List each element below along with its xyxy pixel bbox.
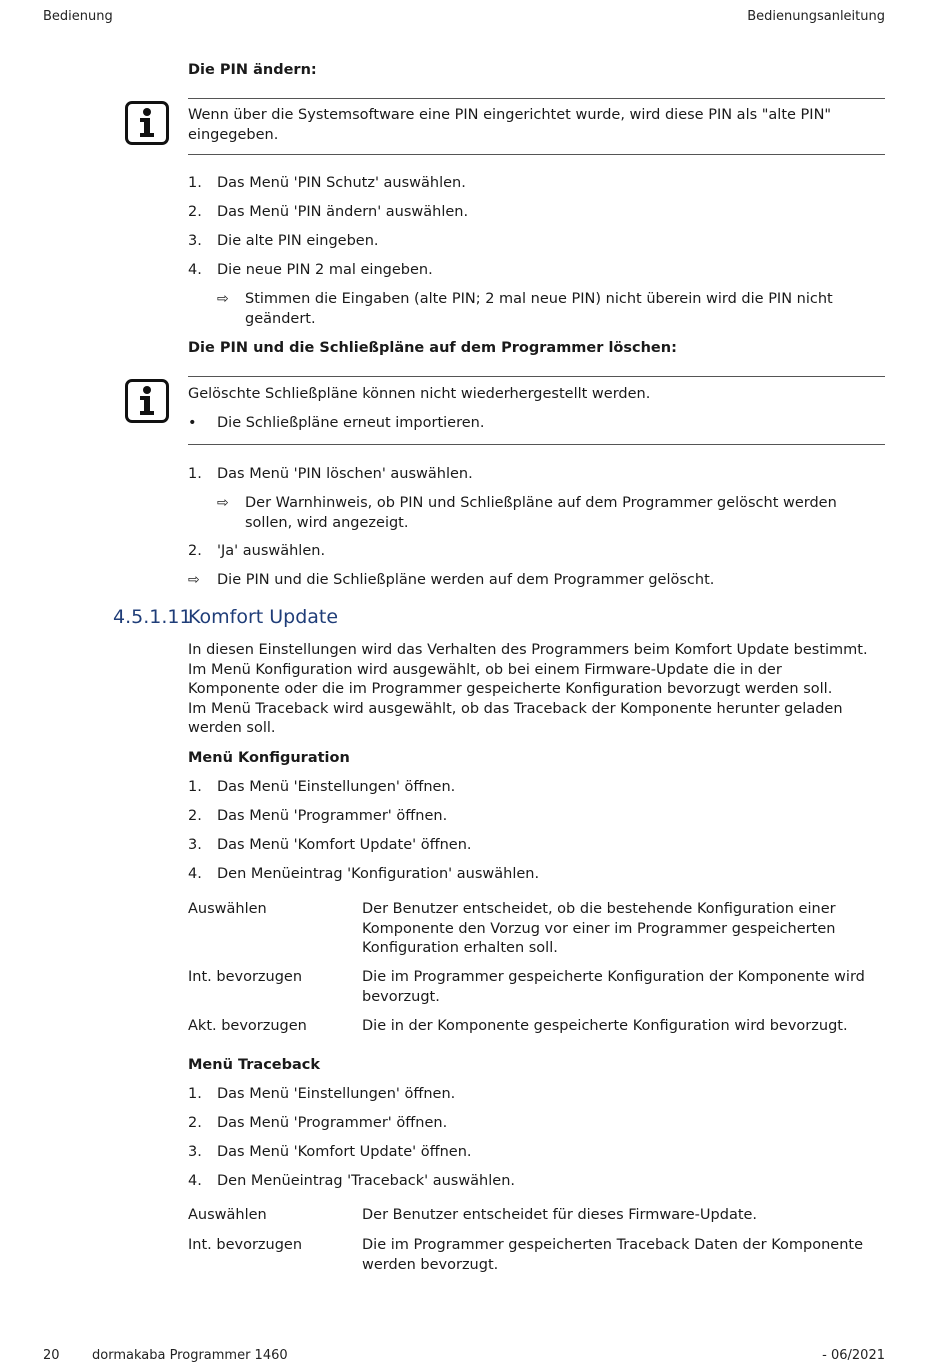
step-text: Das Menü 'Einstellungen' öffnen.: [217, 1086, 456, 1102]
step-text: Das Menü 'Komfort Update' öffnen.: [217, 1144, 472, 1160]
traceback-heading: Menü Traceback: [188, 1057, 321, 1073]
step-text: Die neue PIN 2 mal eingeben.: [217, 262, 433, 278]
header-left: Bedienung: [43, 9, 113, 24]
section-number: 4.5.1.11: [113, 606, 192, 628]
step-number: 3.: [188, 837, 202, 853]
info-icon: [125, 379, 169, 423]
step-number: 4.: [188, 866, 202, 882]
pin-delete-note: Gelöschte Schließpläne können nicht wiederhergestellt werden.: [188, 386, 651, 402]
result-arrow-icon: ⇨: [217, 291, 229, 307]
pin-delete-final-result: Die PIN und die Schließpläne werden auf dem Programmer gelöscht.: [217, 572, 715, 588]
step-number: 2.: [188, 1115, 202, 1131]
bullet-icon: •: [188, 415, 197, 431]
note-rule-top: [188, 98, 885, 99]
intro-line: In diesen Einstellungen wird das Verhalten des Programmers beim Komfort Update bestimmt.: [188, 642, 868, 658]
konfiguration-heading: Menü Konfiguration: [188, 750, 350, 766]
step-text: Das Menü 'Komfort Update' öffnen.: [217, 837, 472, 853]
footer-doc-title: dormakaba Programmer 1460: [92, 1348, 288, 1363]
info-icon: [125, 101, 169, 145]
step-number: 4.: [188, 1173, 202, 1189]
step-text: Den Menüeintrag 'Konfiguration' auswählen.: [217, 866, 540, 882]
step-number: 4.: [188, 262, 202, 278]
note-rule-bottom: [188, 154, 885, 155]
step-number: 2.: [188, 204, 202, 220]
table-term: Akt. bevorzugen: [188, 1018, 307, 1034]
step-text: Die alte PIN eingeben.: [217, 233, 379, 249]
step-text: Das Menü 'Programmer' öffnen.: [217, 1115, 448, 1131]
table-desc: Der Benutzer entscheidet, ob die bestehende Konfiguration einer Komponente den Vorzug vor einer im Programmer gespeicherten Konfiguration erhalten soll.: [362, 901, 836, 956]
table-desc: Die in der Komponente gespeicherte Konfiguration wird bevorzugt.: [362, 1018, 848, 1034]
result-arrow-icon: ⇨: [188, 572, 200, 588]
table-term: Auswählen: [188, 1207, 267, 1223]
footer-page-number: 20: [43, 1348, 60, 1363]
step-text: Den Menüeintrag 'Traceback' auswählen.: [217, 1173, 516, 1189]
footer-date: - 06/2021: [822, 1348, 885, 1363]
table-desc: Der Benutzer entscheidet für dieses Firmware-Update.: [362, 1207, 758, 1223]
result-arrow-icon: ⇨: [217, 495, 229, 511]
pin-delete-note-bullet: Die Schließpläne erneut importieren.: [217, 415, 485, 431]
pin-delete-heading: Die PIN und die Schließpläne auf dem Programmer löschen:: [188, 340, 677, 356]
step-text: 'Ja' auswählen.: [217, 543, 326, 559]
step-number: 1.: [188, 175, 202, 191]
intro-line: Im Menü Konfiguration wird ausgewählt, ob bei einem Firmware-Update die in der: [188, 661, 782, 678]
table-term: Int. bevorzugen: [188, 969, 303, 985]
table-desc: Die im Programmer gespeicherte Konfiguration der Komponente wird bevorzugt.: [362, 969, 865, 1005]
header-right: Bedienungsanleitung: [747, 9, 885, 24]
pin-change-heading: Die PIN ändern:: [188, 62, 317, 78]
step-number: 2.: [188, 543, 202, 559]
pin-change-result: Stimmen die Eingaben (alte PIN; 2 mal neue PIN) nicht überein wird die PIN nicht geändert.: [245, 291, 833, 327]
section-intro: [188, 641, 888, 739]
note-rule-bottom: [188, 444, 885, 445]
intro-line: werden soll.: [188, 720, 276, 736]
step-text: Das Menü 'PIN Schutz' auswählen.: [217, 175, 466, 191]
pin-delete-step1-result: Der Warnhinweis, ob PIN und Schließpläne auf dem Programmer gelöscht werden sollen, wird angezeigt.: [245, 495, 837, 531]
step-text: Das Menü 'Einstellungen' öffnen.: [217, 779, 456, 795]
note-rule-top: [188, 376, 885, 377]
intro-line: Im Menü Traceback wird ausgewählt, ob das Traceback der Komponente herunter geladen: [188, 700, 843, 717]
step-number: 1.: [188, 466, 202, 482]
section-title: Komfort Update: [188, 606, 339, 628]
table-term: Auswählen: [188, 901, 267, 917]
step-text: Das Menü 'Programmer' öffnen.: [217, 808, 448, 824]
pin-change-note: Wenn über die Systemsoftware eine PIN eingerichtet wurde, wird diese PIN als "alte PIN" eingegeben.: [188, 107, 832, 143]
step-text: Das Menü 'PIN ändern' auswählen.: [217, 204, 469, 220]
table-desc: Die im Programmer gespeicherten Traceback Daten der Komponente werden bevorzugt.: [362, 1237, 864, 1273]
step-number: 1.: [188, 1086, 202, 1102]
step-number: 1.: [188, 779, 202, 795]
step-number: 3.: [188, 233, 202, 249]
step-number: 2.: [188, 808, 202, 824]
step-number: 3.: [188, 1144, 202, 1160]
table-term: Int. bevorzugen: [188, 1237, 303, 1253]
intro-line: Komponente oder die im Programmer gespeicherte Konfiguration bevorzugt werden soll.: [188, 681, 833, 697]
step-text: Das Menü 'PIN löschen' auswählen.: [217, 466, 473, 482]
